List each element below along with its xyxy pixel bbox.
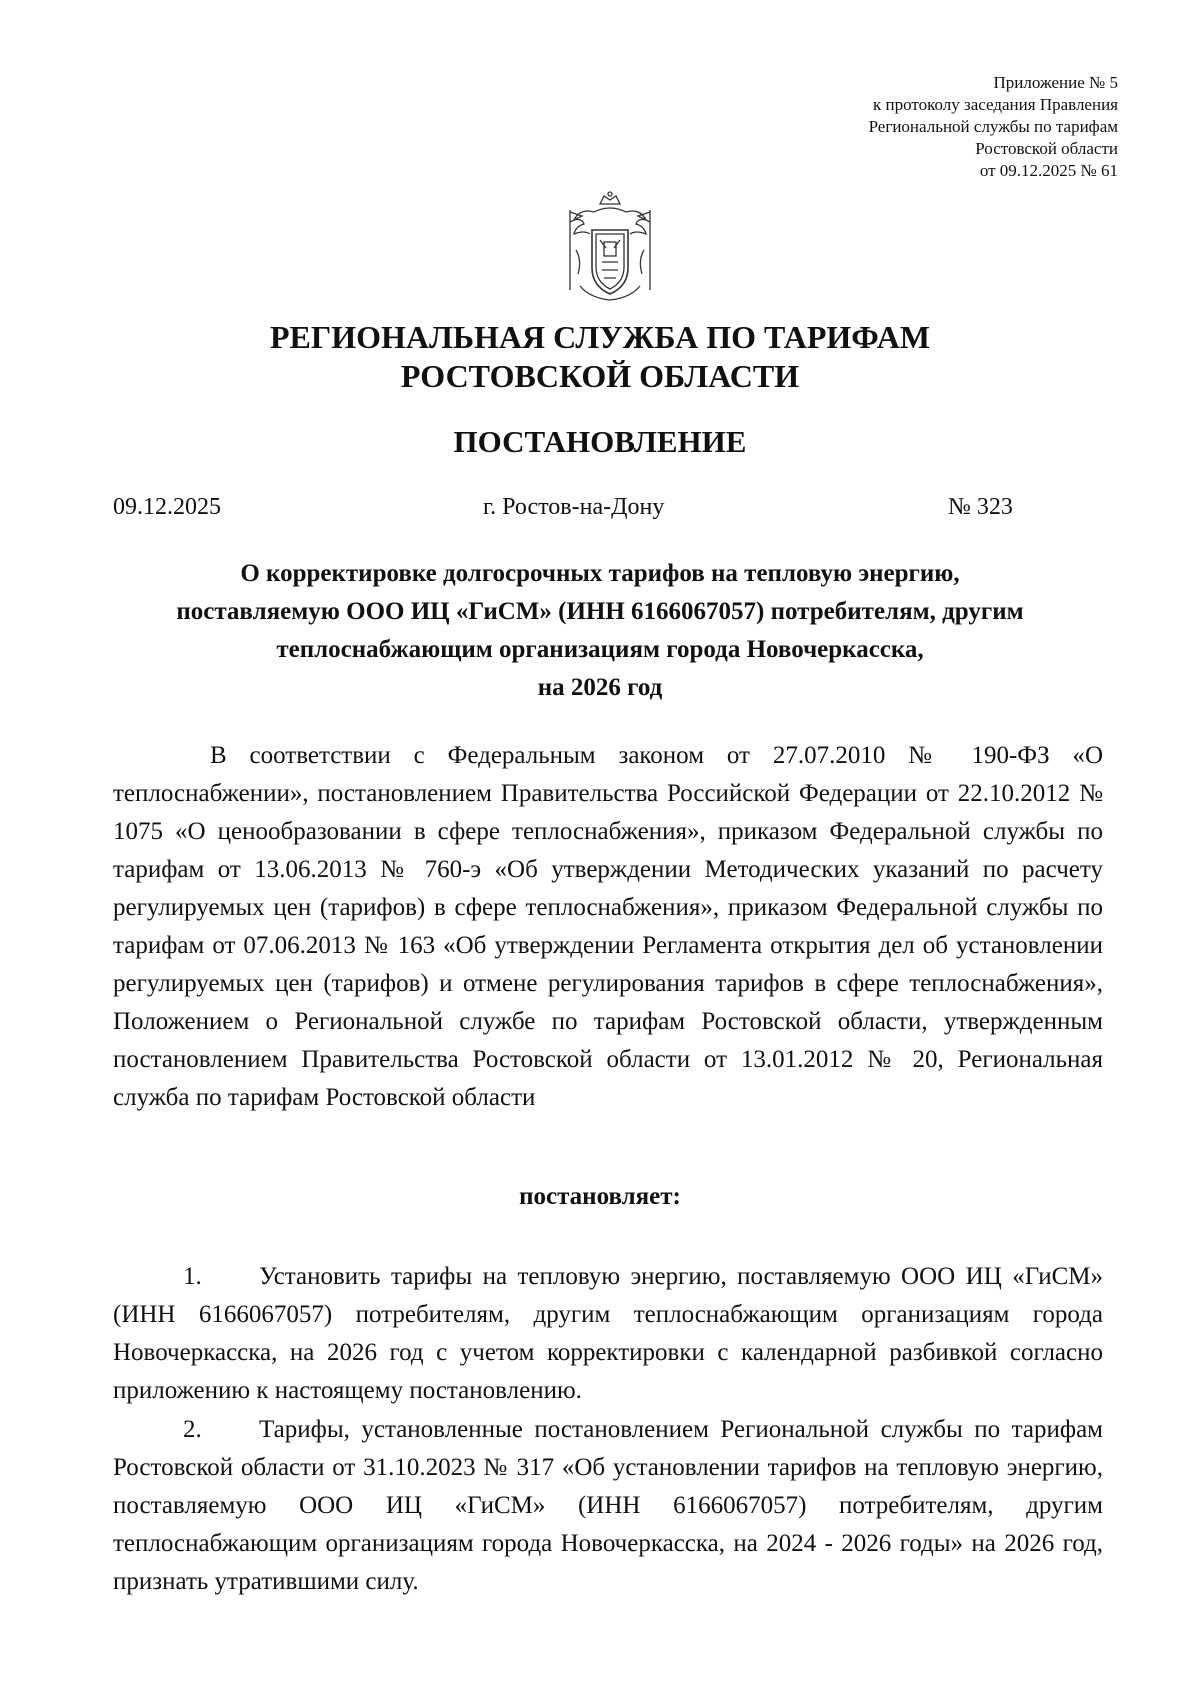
annex-block [869,72,1118,182]
title-line: на 2026 год [537,674,663,701]
preamble-paragraph: В соответствии с Федеральным законом от 27.07.2010 № 190-ФЗ «О теплоснабжении», постановлением Правительства Российской Федерации от 22.10.2012 № 1075 «О ценообразовании в сфере теплоснабжения», приказом Федеральной службы по тарифам от 13.06.2013 № 760-э «Об утверждении Методических указаний по расчету регулируемых цен (тарифов) в сфере теплоснабжения», приказом Федеральной службы по тарифам от 07.06.2013 № 163 «Об утверждении Регламента открытия дел об установлении регулируемых цен (тарифов) и отмене регулирования тарифов в сфере теплоснабжения», Положением о Региональной службе по тарифам Ростовской области, утвержденным постановлением Правительства Ростовской области от 13.01.2012 № 20, Региональная служба по тарифам Ростовской области [113,742,1103,1111]
list-item [113,1258,1103,1410]
title-line: теплоснабжающим организациям города Новочеркасска, [276,636,924,663]
annex-line: Ростовской области [975,139,1118,158]
annex-line: к протоколу заседания Правления [873,95,1118,114]
organization-line: РОСТОВСКОЙ ОБЛАСТИ [400,358,800,394]
document-number: № 323 [948,494,1013,520]
document-city: г. Ростов-на-Дону [483,494,665,520]
item-text: Установить тарифы на тепловую энергию, поставляемую ООО ИЦ «ГиСМ» (ИНН 6166067057) потребителям, другим теплоснабжающим организациям города Новочеркасска, на 2026 год с учетом корректировки с календарной разбивкой согласно приложению к настоящему постановлению. [113,1263,1103,1404]
coat-of-arms-icon [560,190,660,305]
item-number: 1. [183,1263,202,1290]
annex-line: Приложение № 5 [993,73,1118,92]
document-type: ПОСТАНОВЛЕНИЕ [453,424,747,459]
item-number: 2. [183,1416,202,1443]
decree-word: постановляет: [519,1183,681,1210]
annex-line: Региональной службы по тарифам [868,117,1118,136]
document-date: 09.12.2025 [113,494,221,520]
title-line: О корректировке долгосрочных тарифов на тепловую энергию, [240,560,960,587]
document-title [100,555,1100,707]
organization-line: РЕГИОНАЛЬНАЯ СЛУЖБА ПО ТАРИФАМ [269,319,931,355]
item-text: Тарифы, установленные постановлением Региональной службы по тарифам Ростовской области от 31.10.2023 № 317 «Об установлении тарифов на тепловую энергию, поставляемую ООО ИЦ «ГиСМ» (ИНН 6166067057) потребителям, другим теплоснабжающим организациям города Новочеркасска, на 2024 - 2026 годы» на 2026 год, признать утратившими силу. [113,1416,1103,1595]
title-line: поставляемую ООО ИЦ «ГиСМ» (ИНН 6166067057) потребителям, другим [176,598,1024,625]
organization-name [0,318,1200,396]
list-item [113,1411,1103,1601]
annex-line: от 09.12.2025 № 61 [979,161,1118,180]
